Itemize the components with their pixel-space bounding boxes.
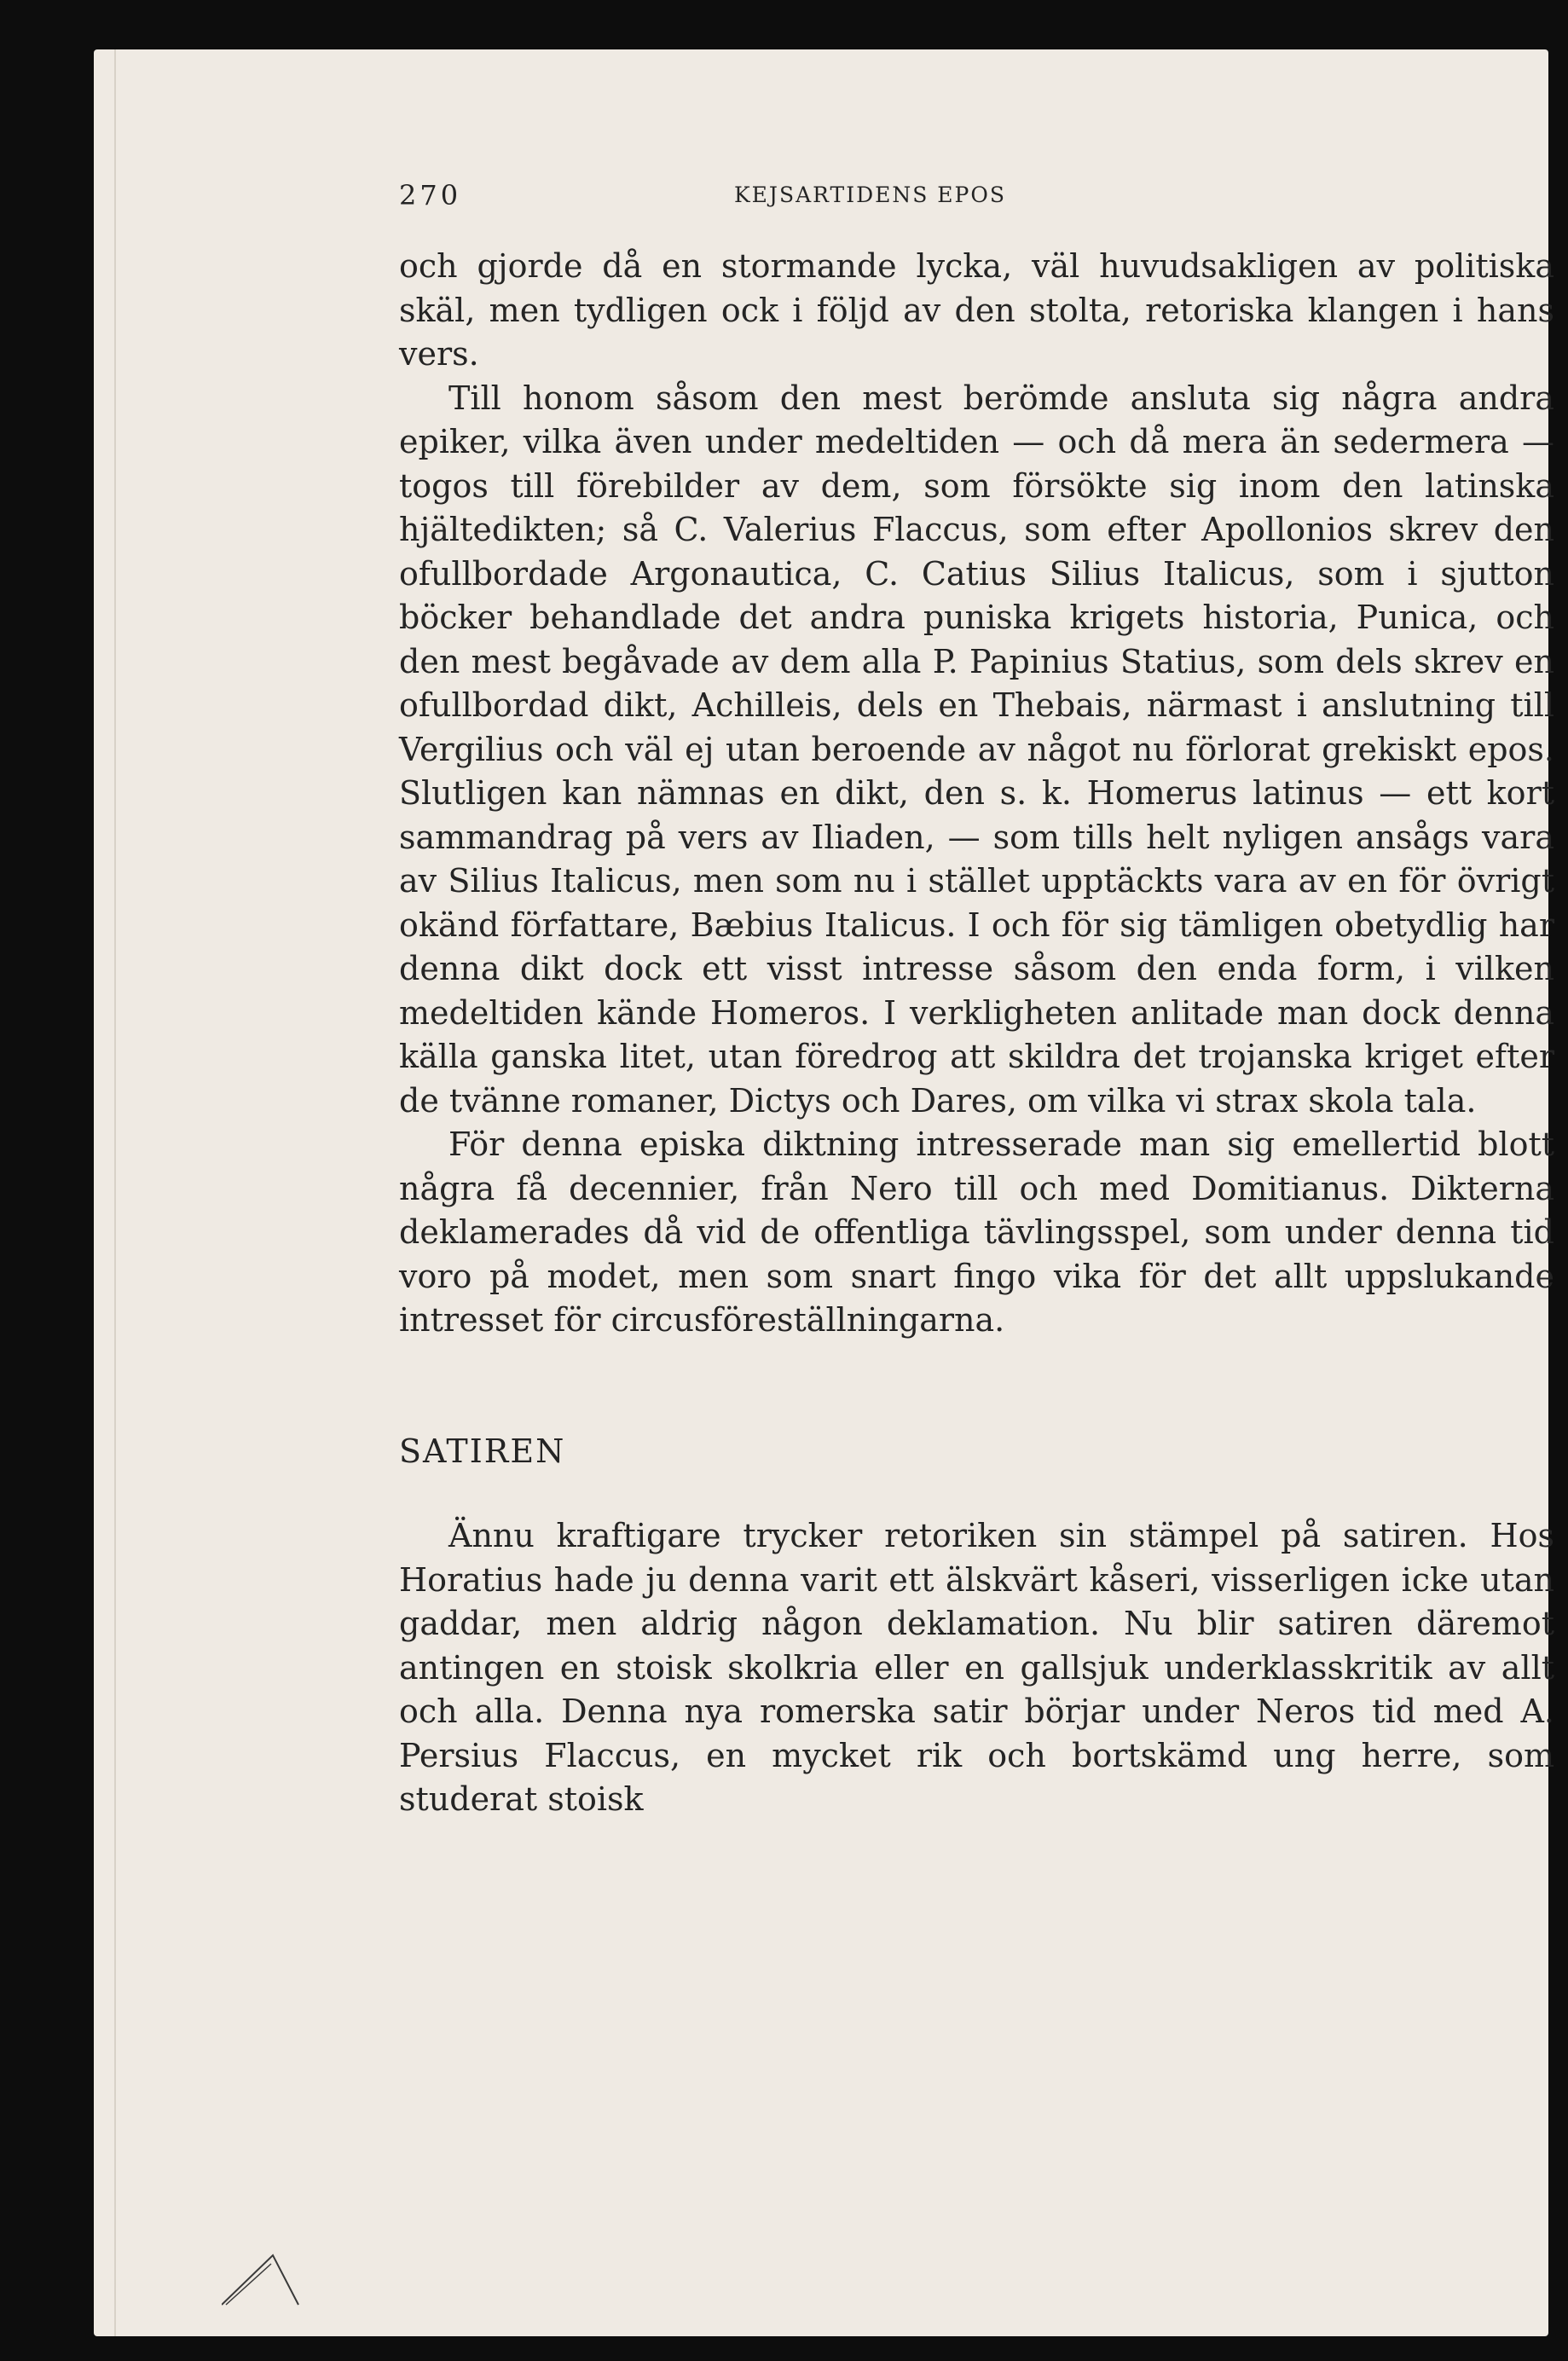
page-header	[399, 179, 1554, 230]
paragraph: och gjorde då en stormande lycka, väl huvudsakligen av politiska skäl, men tydligen ock i följd av den stolta, retoriska klangen i hans vers.	[399, 247, 1554, 373]
paragraph: Till honom såsom den mest berömde ansluta sig några andra epiker, vilka även under medeltiden — och då mera än sedermera — togos till förebilder av dem, som försökte sig inom den latinska hjältedikten; så C. Valerius Flaccus, som efter Apollonios skrev den ofullbordade Argonautica, C. Catius Silius Italicus, som i sjutton böcker behandlade det andra puniska krigets historia, Punica, och den mest begåvade av dem alla P. Papinius Statius, som dels skrev en ofullbordad dikt, Achilleis, dels en Thebais, närmast i anslutning till Vergilius och väl ej utan beroende av något nu förlorat grekiskt epos. Slutligen kan nämnas en dikt, den s. k. Homerus latinus — ett kort sammandrag på vers av Iliaden, — som tills helt nyligen ansågs vara av Silius Italicus, men som nu i stället upptäckts vara av en för övrigt okänd författare, Bæbius Italicus. I och för sig tämligen obetydlig har denna dikt dock ett visst intresse såsom den enda form, i vilken medeltiden kände Homeros. I verkligheten anlitade man dock denna källa ganska litet, utan föredrog att skildra det trojanska kriget efter de tvänne romaner, Dictys och Dares, om vilka vi strax skola tala.	[399, 379, 1554, 1120]
section-heading: SATIREN	[399, 1432, 566, 1470]
paragraph: För denna episka diktning intresserade man sig emellertid blott några få decennier, från Nero till och med Domitianus. Dikterna deklamerades då vid de offentliga tävlingsspel, som under denna tid voro på modet, men som snart fingo vika för det allt uppslukande intresset för circusföreställningarna.	[399, 1126, 1554, 1339]
running-head: KEJSARTIDENS EPOS	[734, 182, 1006, 207]
paragraph: Ännu kraftigare trycker retoriken sin stämpel på satiren. Hos Horatius hade ju denna varit ett älskvärt kåseri, visserligen icke utan gaddar, men aldrig någon deklamation. Nu blir satiren däremot antingen en stoisk skolkria eller en gallsjuk underklasskritik av allt och alla. Denna nya romerska satir börjar under Neros tid med A. Persius Flaccus, en mycket rik och bortskämd ung herre, som studerat stoisk	[399, 1517, 1554, 1818]
page-number: 270	[399, 179, 462, 211]
page-corner-mark	[222, 2230, 315, 2306]
page-content	[399, 179, 1554, 1822]
book-page	[94, 49, 1554, 2336]
